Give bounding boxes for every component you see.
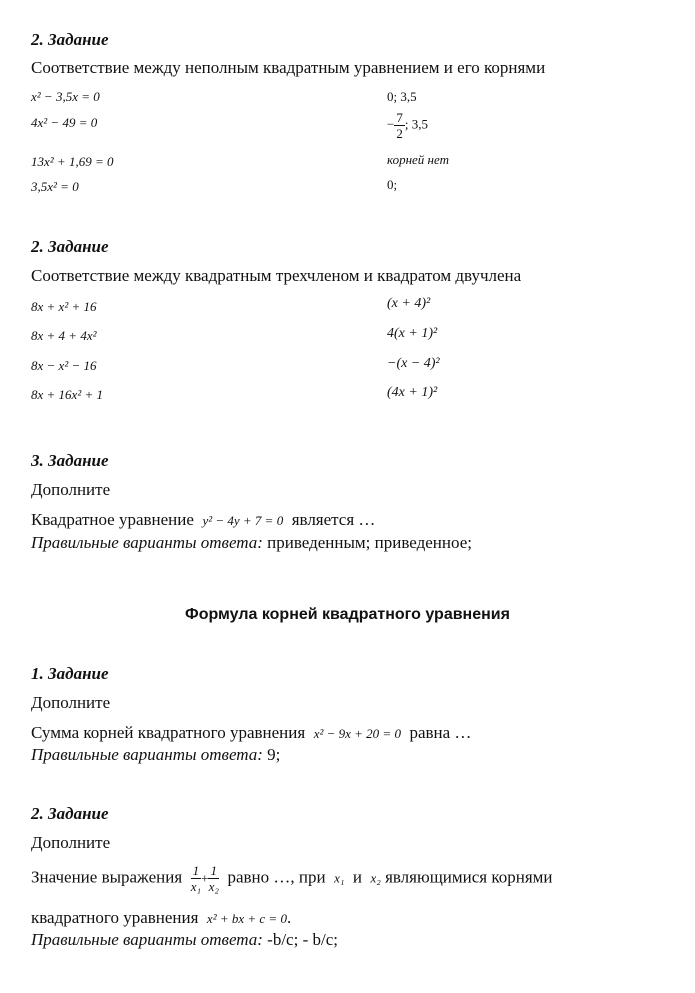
question-text: являющимися корнями bbox=[385, 867, 553, 887]
answer-label: Правильные варианты ответа: bbox=[31, 533, 263, 552]
fraction bbox=[191, 863, 202, 894]
question-text: Квадратное уравнение bbox=[31, 510, 194, 529]
question-text: Сумма корней квадратного уравнения bbox=[31, 723, 306, 742]
binomial-square: 4(x + 1)² bbox=[387, 326, 438, 341]
trinomial: 8x + 4 + 4x² bbox=[31, 328, 97, 343]
task-heading: 2. Задание bbox=[31, 30, 109, 49]
task-heading: 2. Задание bbox=[31, 237, 109, 256]
equation: x² − 3,5x = 0 bbox=[31, 89, 100, 104]
roots-rest: ; 3,5 bbox=[404, 116, 428, 132]
question-text: . bbox=[286, 908, 292, 927]
binomial-square: −(x − 4)² bbox=[387, 356, 440, 371]
roots: корней нет bbox=[387, 152, 449, 167]
answer-line bbox=[31, 533, 472, 553]
roots: 0; bbox=[387, 177, 398, 192]
task-heading: 3. Задание bbox=[31, 451, 109, 470]
answer-value: -b/c; - b/c; bbox=[267, 930, 338, 949]
fraction-numerator: 1 bbox=[210, 863, 217, 878]
question-formula: x² + bx + c = 0 bbox=[206, 911, 287, 926]
section-title: Формула корней квадратного уравнения bbox=[185, 606, 510, 623]
task-prompt: Соответствие между квадратным трехчленом и квадратом двучлена bbox=[31, 266, 522, 285]
question-text: и bbox=[352, 867, 363, 887]
task-instruction: Дополните bbox=[31, 693, 111, 712]
question-text: Значение выражения bbox=[31, 867, 183, 887]
question-line-2 bbox=[31, 908, 291, 928]
task-heading: 1. Задание bbox=[31, 664, 109, 683]
variable: x₂ bbox=[370, 870, 381, 886]
fraction-denominator: x₁ bbox=[190, 879, 202, 894]
fraction-denominator: x₂ bbox=[208, 879, 219, 894]
plus-sign: + bbox=[201, 870, 209, 886]
question-text: равна … bbox=[409, 723, 472, 742]
trinomial: 8x + x² + 16 bbox=[31, 299, 97, 314]
question bbox=[31, 723, 471, 743]
task-heading: 2. Задание bbox=[31, 804, 109, 823]
task-prompt: Соответствие между неполным квадратным уравнением и его корнями bbox=[31, 58, 546, 77]
trinomial: 8x − x² − 16 bbox=[31, 358, 97, 373]
binomial-square: (4x + 1)² bbox=[387, 385, 438, 400]
answer-label: Правильные варианты ответа: bbox=[31, 745, 263, 764]
fraction-numerator: 7 bbox=[396, 110, 403, 125]
roots: − $\frac{7}{2}$ ; 3,5 bbox=[387, 110, 428, 141]
task-instruction: Дополните bbox=[31, 833, 111, 852]
question-formula: y² − 4y + 7 = 0 bbox=[202, 513, 284, 528]
question-text: квадратного уравнения bbox=[31, 908, 199, 927]
trinomial: 8x + 16x² + 1 bbox=[31, 387, 103, 402]
answer-line bbox=[31, 930, 338, 950]
variable: x₁ bbox=[334, 870, 345, 886]
answer-value: приведенным; приведенное; bbox=[267, 533, 472, 552]
question-text: является … bbox=[291, 510, 376, 529]
roots: 0; 3,5 bbox=[387, 89, 417, 104]
answer-value: 9; bbox=[267, 745, 281, 764]
fraction-numerator: 1 bbox=[192, 863, 200, 878]
question-formula: x² − 9x + 20 = 0 bbox=[313, 726, 401, 741]
question-text: равно …, при bbox=[227, 867, 326, 887]
equation: 4x² − 49 = 0 bbox=[31, 115, 98, 130]
question bbox=[31, 510, 375, 530]
equation: 3,5x² = 0 bbox=[31, 179, 79, 194]
equation: 13x² + 1,69 = 0 bbox=[31, 154, 114, 169]
task-instruction: Дополните bbox=[31, 480, 111, 499]
answer-line bbox=[31, 745, 280, 765]
binomial-square: (x + 4)² bbox=[387, 296, 431, 311]
question bbox=[31, 863, 553, 894]
fraction bbox=[208, 863, 219, 894]
fraction-denominator: 2 bbox=[396, 126, 403, 141]
answer-label: Правильные варианты ответа: bbox=[31, 930, 263, 949]
